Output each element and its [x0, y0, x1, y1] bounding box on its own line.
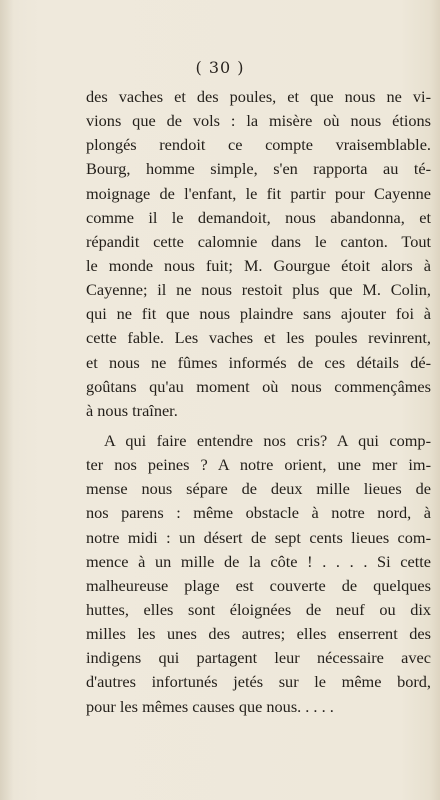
text-line: indigens qui partagent leur nécessaire avec — [86, 648, 431, 668]
text-line: vions que de vols : la misère où nous étions — [86, 111, 431, 131]
text-line: Bourg, homme simple, s'en rapporta au té- — [86, 159, 431, 179]
text-line: moignage de l'enfant, le fit partir pour Cayenne — [86, 183, 431, 203]
text-line: à nous traîner. — [86, 400, 178, 420]
paragraph-2 — [86, 429, 431, 719]
text-line: ter nos peines ? A notre orient, une mer im- — [86, 455, 431, 475]
text-line: mense nous sépare de deux mille lieues de — [86, 479, 431, 499]
text-line: goûtans qu'au moment où nous commençâmes — [86, 376, 431, 396]
text-line: milles les unes des autres; elles enserrent des — [86, 624, 431, 644]
text-line: malheureuse plage est couverte de quelques — [86, 575, 431, 595]
text-line: comme il le demandoit, nous abandonna, et — [86, 207, 431, 227]
text-line: répandit cette calomnie dans le canton. Tout — [86, 231, 431, 251]
text-line: plongés rendoit ce compte vraisemblable. — [86, 135, 431, 155]
text-line: cette fable. Les vaches et les poules revinrent, — [86, 328, 431, 348]
paragraph-1 — [86, 85, 431, 423]
text-line: huttes, elles sont éloignées de neuf ou dix — [86, 599, 431, 619]
page-number: ( 30 ) — [195, 58, 245, 77]
text-line: A qui faire entendre nos cris? A qui comp- — [104, 430, 431, 450]
body-text — [86, 85, 431, 719]
text-line: mence à un mille de la côte ! . . . . Si cette — [86, 551, 431, 571]
text-line: notre midi : un désert de sept cents lieues com- — [86, 527, 431, 547]
text-line: pour les mêmes causes que nous. . . . . — [86, 696, 334, 716]
text-line: des vaches et des poules, et que nous ne vi- — [86, 87, 431, 106]
text-line: qui ne fit que nous plaindre sans ajouter foi à — [86, 304, 431, 324]
text-line: le monde nous fuit; M. Gourgue étoit alors à — [86, 255, 431, 275]
text-line: Cayenne; il ne nous restoit plus que M. Colin, — [86, 280, 431, 300]
text-line: nos parens : même obstacle à notre nord, à — [86, 503, 431, 523]
text-line: et nous ne fûmes informés de ces détails dé- — [86, 352, 431, 372]
text-line: d'autres infortunés jetés sur le même bord, — [86, 672, 431, 692]
